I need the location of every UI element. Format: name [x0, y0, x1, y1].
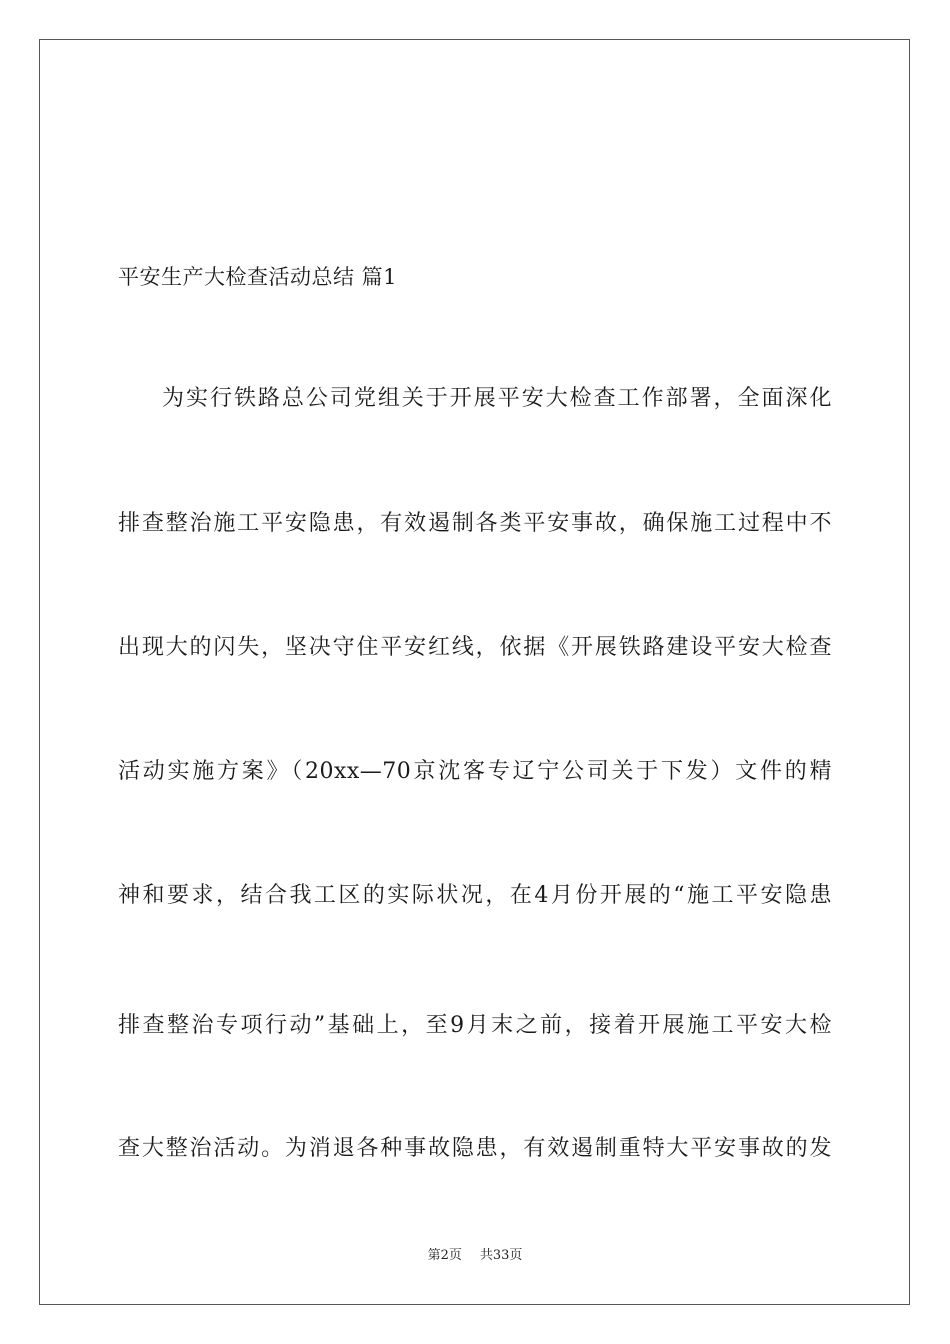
page-footer [0, 1247, 950, 1265]
page-number: 第2页 [427, 1248, 462, 1263]
paragraph-line-7: 查大整治活动。为消退各种事故隐患，有效遏制重特大平安事故的发 [118, 1136, 832, 1161]
paragraph-line-6: 排查整治专项行动”基础上，至9月末之前，接着开展施工平安大检 [118, 1013, 832, 1038]
page-border [39, 39, 910, 1305]
paragraph-line-3: 出现大的闪失，坚决守住平安红线，依据《开展铁路建设平安大检查 [118, 635, 832, 660]
paragraph-line-4: 活动实施方案》（20xx—70京沈客专辽宁公司关于下发）文件的精 [118, 759, 832, 784]
paragraph-line-2: 排查整治施工平安隐患，有效遏制各类平安事故，确保施工过程中不 [118, 511, 832, 536]
page-total: 共33页 [479, 1248, 523, 1263]
paragraph-line-1: 为实行铁路总公司党组关于开展平安大检查工作部署，全面深化 [162, 386, 832, 411]
document-title: 平安生产大检查活动总结 篇1 [118, 265, 398, 289]
paragraph-line-5: 神和要求，结合我工区的实际状况，在4月份开展的“施工平安隐患 [118, 883, 832, 908]
